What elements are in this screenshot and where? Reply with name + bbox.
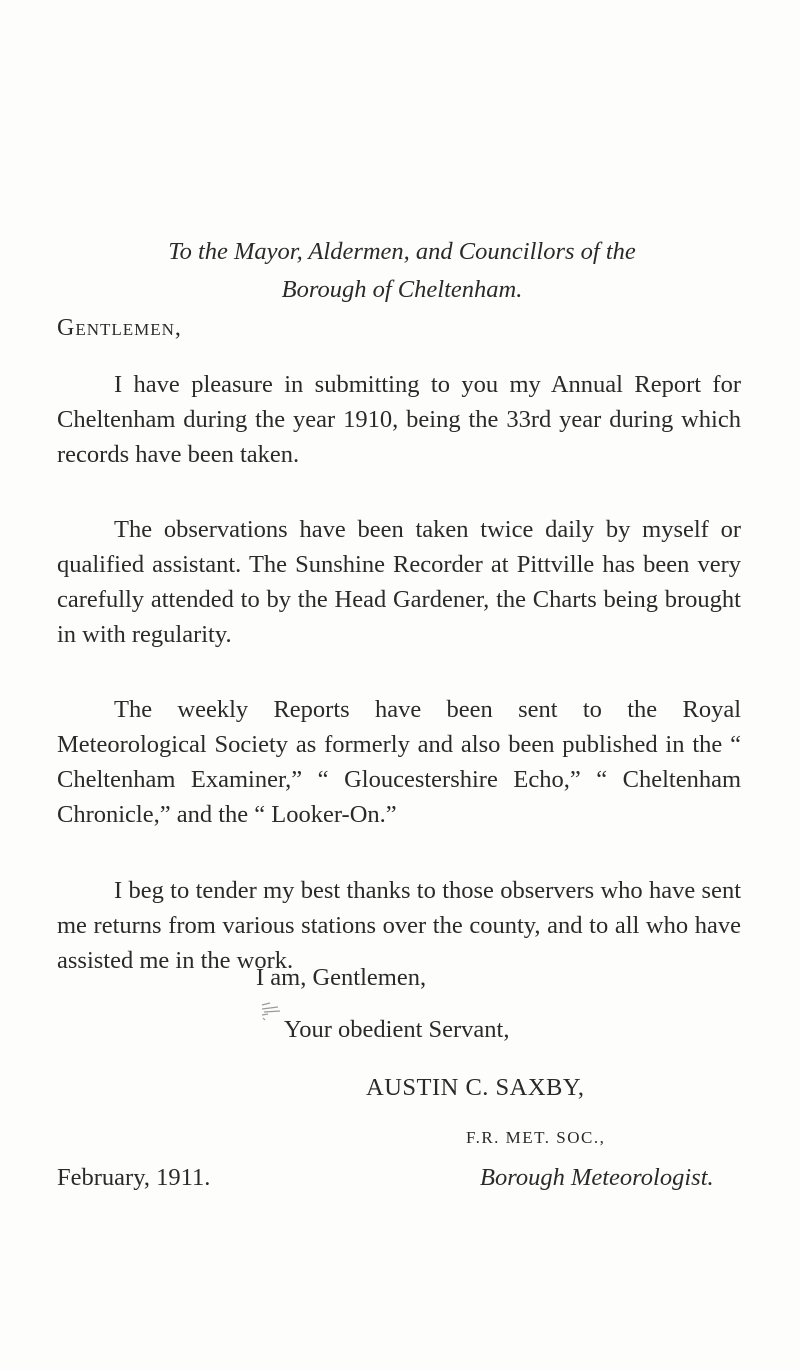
paragraph-observations: The observations have been taken twice daily by myself or qualified assistant. The Sunshine Recorder at Pittville has been very carefully attended to by the Head Gardener, the Charts being brought in with regularity. (57, 516, 741, 648)
signature-society: F.R. MET. SOC., (466, 1128, 606, 1147)
closing-line: I am, Gentlemen, (256, 964, 427, 991)
ink-mark-icon (260, 1001, 282, 1021)
paragraph-thanks: I beg to tender my best thanks to those observers who have sent me returns from various stations over the county, and to all who have assisted me in the work. (57, 877, 741, 974)
paragraph-weekly-reports: The weekly Reports have been sent to the Royal Meteorological Society as formerly and also been published in the “ Cheltenham Examiner,” “ Gloucestershire Echo,” “ Cheltenham Chronicle,” and the “ Looker-On.” (57, 696, 741, 828)
address-line-1: To the Mayor, Aldermen, and Councillors of the (168, 238, 636, 265)
signature-title: Borough Meteorologist. (480, 1164, 714, 1191)
paragraph-annual-report: I have pleasure in submitting to you my Annual Report for Cheltenham during the year 1910, being the 33rd year during which records have been taken. (57, 371, 741, 468)
address-line-2: Borough of Cheltenham. (281, 276, 523, 303)
closing-servant: Your obedient Servant, (284, 1016, 510, 1043)
address-heading (57, 233, 747, 309)
greeting: Gentlemen, (57, 315, 182, 341)
signature-name: AUSTIN C. SAXBY, (366, 1074, 585, 1101)
letter-date: February, 1911. (57, 1164, 211, 1191)
